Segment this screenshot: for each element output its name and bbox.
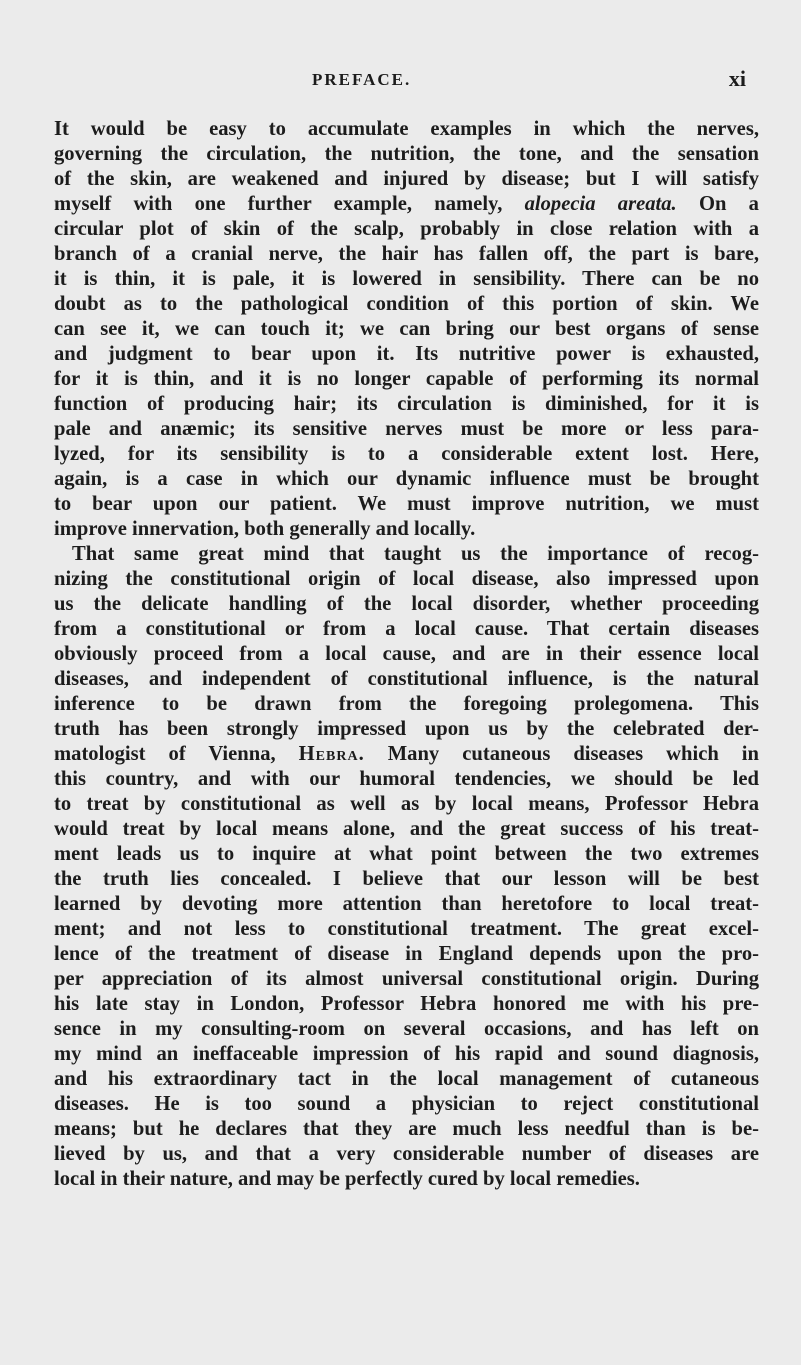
- text-line: again, is a case in which our dynamic influence must be brought: [54, 468, 759, 490]
- text-line: us the delicate handling of the local disorder, whether proceeding: [54, 593, 759, 615]
- text-line: learned by devoting more attention than heretofore to local treat-: [54, 893, 759, 915]
- text-line: doubt as to the pathological condition of this portion of skin. We: [54, 293, 759, 315]
- body-text: [54, 117, 759, 1192]
- text-line: of the skin, are weakened and injured by disease; but I will satisfy: [54, 168, 759, 190]
- text-line: lieved by us, and that a very considerable number of diseases are: [54, 1143, 759, 1165]
- text-line: lyzed, for its sensibility is to a considerable extent lost. Here,: [54, 443, 759, 465]
- text-line: myself with one further example, namely, alopecia areata. On a: [54, 193, 759, 215]
- text-line: improve innervation, both generally and locally.: [54, 518, 476, 540]
- text-line: to bear upon our patient. We must improve nutrition, we must: [54, 493, 759, 515]
- text-line: and his extraordinary tact in the local management of cutaneous: [54, 1068, 759, 1090]
- text-line: matologist of Vienna, Hebra. Many cutaneous diseases which in: [54, 743, 759, 765]
- text-line: his late stay in London, Professor Hebra honored me with his pre-: [54, 993, 759, 1015]
- text-line: per appreciation of its almost universal constitutional origin. During: [54, 968, 759, 990]
- small-caps-name: Hebra.: [298, 743, 365, 765]
- text-line: and judgment to bear upon it. Its nutritive power is exhausted,: [54, 343, 759, 365]
- text-line: for it is thin, and it is no longer capable of performing its normal: [54, 368, 759, 390]
- text-line: sence in my consulting-room on several occasions, and has left on: [54, 1018, 759, 1040]
- text-line: diseases. He is too sound a physician to reject constitutional: [54, 1093, 759, 1115]
- running-head: PREFACE.: [312, 70, 412, 89]
- text-line: it is thin, it is pale, it is lowered in sensibility. There can be no: [54, 268, 759, 290]
- page-number: xi: [728, 66, 746, 91]
- text-line: the truth lies concealed. I believe that our lesson will be best: [54, 868, 759, 890]
- text-line: pale and anæmic; its sensitive nerves must be more or less para-: [54, 418, 759, 440]
- text-line: this country, and with our humoral tendencies, we should be led: [54, 768, 759, 790]
- text-line: truth has been strongly impressed upon us by the celebrated der-: [54, 718, 759, 740]
- text-line: ment; and not less to constitutional treatment. The great excel-: [54, 918, 759, 940]
- text-line: function of producing hair; its circulation is diminished, for it is: [54, 393, 759, 415]
- text-line: nizing the constitutional origin of local disease, also impressed upon: [54, 568, 759, 590]
- text-line: diseases, and independent of constitutional influence, is the natural: [54, 668, 759, 690]
- text-line: circular plot of skin of the scalp, probably in close relation with a: [54, 218, 759, 240]
- paragraph: [54, 117, 759, 542]
- text-line: ment leads us to inquire at what point between the two extremes: [54, 843, 759, 865]
- page-header: [0, 66, 801, 96]
- paragraph: [54, 542, 759, 1192]
- text-line: to treat by constitutional as well as by local means, Professor Hebra: [54, 793, 759, 815]
- text-line: inference to be drawn from the foregoing prolegomena. This: [54, 693, 759, 715]
- text-line: from a constitutional or from a local cause. That certain diseases: [54, 618, 759, 640]
- text-line: local in their nature, and may be perfectly cured by local remedies.: [54, 1168, 640, 1190]
- text-line: branch of a cranial nerve, the hair has fallen off, the part is bare,: [54, 243, 759, 265]
- text-line: would treat by local means alone, and the great success of his treat-: [54, 818, 759, 840]
- text-line: can see it, we can touch it; we can bring our best organs of sense: [54, 318, 759, 340]
- text-line: It would be easy to accumulate examples in which the nerves,: [54, 118, 759, 140]
- text-line: governing the circulation, the nutrition, the tone, and the sensation: [54, 143, 759, 165]
- text-line: That same great mind that taught us the importance of recog-: [72, 543, 759, 565]
- text-line: my mind an ineffaceable impression of his rapid and sound diagnosis,: [54, 1043, 759, 1065]
- text-line: means; but he declares that they are much less needful than is be-: [54, 1118, 759, 1140]
- text-line: lence of the treatment of disease in England depends upon the pro-: [54, 943, 759, 965]
- text-line: obviously proceed from a local cause, and are in their essence local: [54, 643, 759, 665]
- italic-term: alopecia areata.: [524, 193, 677, 215]
